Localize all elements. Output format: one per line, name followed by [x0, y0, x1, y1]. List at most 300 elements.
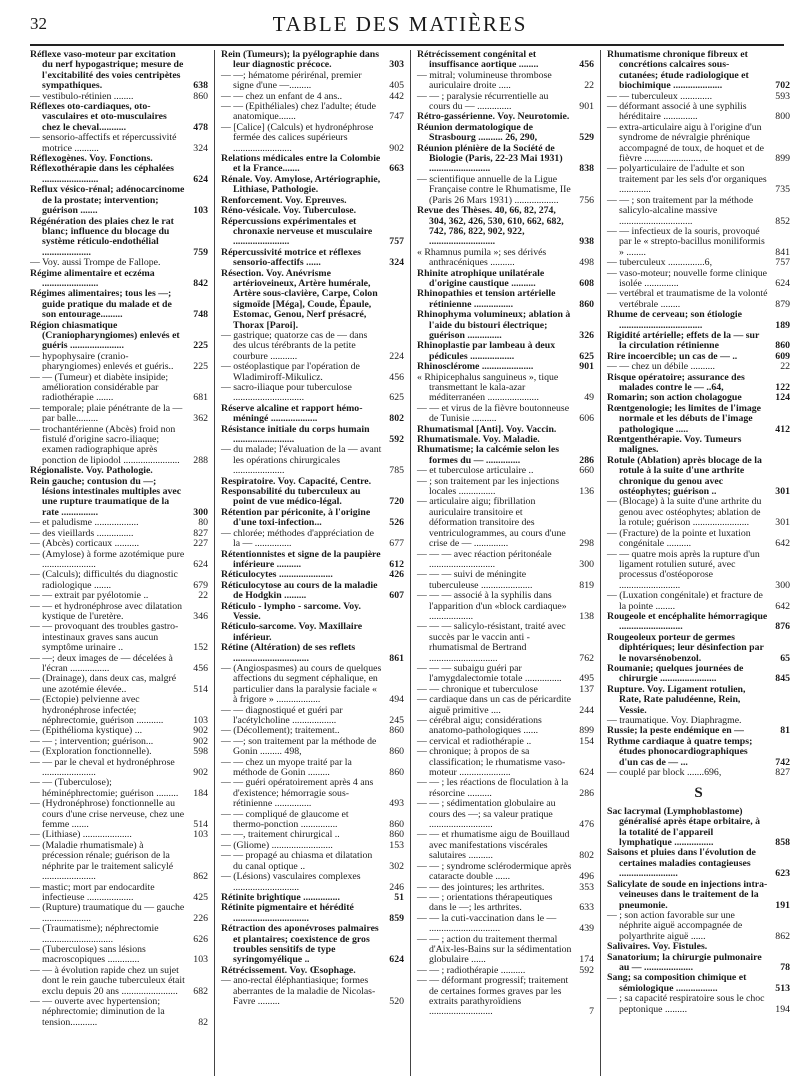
entry-page-ref: 353 — [579, 881, 594, 893]
entry-text: — — guéri opératoirement après 4 ans d'existence; hémorragie sous-rétinienne ............... — [221, 777, 374, 810]
index-entry — [607, 664, 790, 685]
index-entry — [417, 497, 594, 549]
entry-text: — polyarticulaire de l'adulte et son traitement par les sels d'or organiques ............. — [607, 163, 767, 196]
entry-page-ref: 300 — [193, 506, 208, 518]
entry-text: Région chiasmatique (Craniopharyngiomes) enlevés et guéris ...................... — [30, 319, 180, 352]
entry-text: Responsabilité du tuberculeux au point de vue médico-légal. — [221, 486, 361, 508]
index-entry — [30, 758, 208, 779]
entry-text: — — à évolution rapide chez un sujet dont le rein gauche tuberculeux était exclu depuis 20 ans ....................... — [30, 964, 185, 997]
entry-page-ref: 300 — [579, 558, 594, 570]
entry-page-ref: 301 — [775, 517, 790, 529]
index-column-3 — [410, 50, 600, 1076]
index-entry — [30, 997, 208, 1028]
entry-page-ref: 938 — [579, 236, 594, 248]
entry-page-ref: 612 — [389, 558, 404, 570]
entry-text: — traumatique. Voy. Diaphragme. — [607, 715, 742, 726]
index-entry — [30, 778, 208, 799]
index-entry — [30, 269, 208, 290]
entry-page-ref: 456 — [193, 662, 208, 674]
entry-text: Rhinopathies et tension artérielle rétinienne ................ — [417, 288, 556, 310]
index-entry — [30, 883, 208, 904]
entry-text: — gastrique; quatorze cas de — dans des ulcus térébrants de la petite courbure ........... — [221, 329, 368, 362]
entry-page-ref: 514 — [193, 819, 208, 831]
entry-text: — — — avec réaction péritonéale ........................... — [417, 548, 552, 570]
entry-text: — — ; action du traitement thermal d'Aix-les-Bains sur la sédimentation globulaire ...... — [417, 933, 572, 966]
index-entry — [221, 550, 404, 571]
entry-page-ref: 859 — [389, 912, 404, 924]
entry-text: — — chez un myope traité par la méthode de Gonin ......... — [221, 756, 352, 779]
index-entry — [417, 248, 594, 269]
entry-text: — — quatre mois après la rupture d'un ligament rotulien suturé, avec processus d'ostéoporose ......................... — [607, 548, 760, 591]
index-entry — [417, 144, 594, 175]
index-entry — [417, 778, 594, 799]
entry-text: — — ; sédimentation globulaire au cours des —; sa valeur pratique .......................... — [417, 798, 556, 831]
entry-text: — — infectieux de la souris, provoqué par le « strepto-bacillus moniliformis » ........ — [607, 225, 765, 258]
entry-text: Rétention par périconite, à l'origine d'une toxi-infection... — [221, 506, 371, 529]
entry-text: — (Abcès) corticaux .......... — [30, 538, 140, 550]
index-entry — [221, 175, 404, 196]
entry-page-ref: 138 — [579, 610, 594, 622]
entry-text: Rougeoleux porteur de germes diphtériques; leur désinfection par le novarsénobenzol. — [607, 631, 764, 664]
index-entry — [607, 685, 790, 716]
entry-page-ref: 300 — [775, 579, 790, 591]
entry-text: — — chez un débile .......... — [607, 361, 716, 373]
entry-page-ref: 759 — [193, 246, 208, 258]
entry-text: — — et rhumatisme aigu de Bouillaud avec manifestations viscérales salutaires .......... — [417, 829, 570, 862]
entry-text: — vestibulo-rétinien ........ — [30, 90, 134, 102]
entry-page-ref: 735 — [775, 184, 790, 196]
entry-text: — cérébral aigu; considérations anatomo-pathologiques ...... — [417, 715, 542, 737]
index-entry — [30, 945, 208, 966]
entry-text: — et paludisme .................. — [30, 517, 139, 529]
entry-text: — (Gliome) ......................... — [221, 839, 333, 851]
entry-page-ref: 902 — [193, 735, 208, 747]
entry-page-ref: 103 — [193, 715, 208, 726]
entry-text: — — chez un enfant de 4 ans.. — [221, 90, 343, 102]
entry-text: Réunion dermatologique de Strasbourg .......... 26, 290, — [417, 121, 538, 144]
entry-text: Roumanie; quelques journées de chirurgie ....................... — [607, 662, 744, 685]
entry-text: Rhume de cerveau; son étiologie .................................. — [607, 309, 742, 331]
index-entry — [221, 664, 404, 706]
entry-text: — — et hydronéphrose avec dilatation kystique de l'uretère. — [30, 600, 183, 622]
index-entry — [417, 622, 594, 664]
entry-page-ref: 901 — [579, 361, 594, 373]
entry-text: — Voy. aussi Trompe de Fallope. — [30, 257, 161, 269]
entry-page-ref: 592 — [389, 434, 404, 446]
entry-text: Rétine (Altération) de ses reflets ............................... — [221, 642, 356, 664]
entry-text: — — ; paralysie récurrentielle au cours du — .............. — [417, 90, 549, 113]
index-entry — [417, 935, 594, 966]
entry-page-ref: 226 — [193, 912, 208, 924]
entry-page-ref: 598 — [193, 746, 208, 758]
entry-page-ref: 324 — [389, 257, 404, 269]
index-entry — [607, 994, 790, 1015]
index-entry — [417, 206, 594, 248]
entry-page-ref: 756 — [579, 194, 594, 206]
index-entry — [221, 123, 404, 154]
entry-text: — (Ectopie) pelvienne avec hydronéphrose infectée; néphrectomie, guérison ........... — [30, 694, 164, 726]
entry-text: — chronique; à propos de sa classification; le rhumatisme vaso-moteur ..................... — [417, 746, 566, 779]
entry-text: — — — subaigu guéri par l'amygdalectomie totale ............... — [417, 662, 562, 685]
entry-page-ref: 326 — [579, 329, 594, 341]
entry-text: — —; hématome périrénal, premier signe d'une —......... — [221, 69, 362, 92]
entry-page-ref: 495 — [579, 673, 594, 685]
entry-text: Rénale. Voy. Amylose, Artériographie, Lithiase, Pathologie. — [221, 173, 381, 196]
entry-page-ref: 122 — [775, 382, 790, 393]
entry-page-ref: 439 — [579, 923, 594, 935]
entry-text: — ; son action favorable sur une néphrite aiguë accompagnée de polyarthrite aiguë ...... — [607, 909, 743, 942]
entry-page-ref: 902 — [193, 767, 208, 779]
index-entry — [417, 404, 594, 425]
index-entry — [221, 508, 404, 529]
index-entry — [221, 778, 404, 809]
entry-text: Réticulo-sarcome. Voy. Maxillaire inférieur. — [221, 621, 363, 643]
entry-text: Rhinite atrophique unilatérale d'origine caustique .......... — [417, 267, 545, 289]
index-entry — [417, 550, 594, 571]
entry-page-ref: 862 — [193, 871, 208, 883]
entry-page-ref: 842 — [193, 277, 208, 289]
entry-text: Réno-vésicale. Voy. Tuberculose. — [221, 205, 357, 217]
entry-page-ref: 476 — [579, 819, 594, 831]
entry-text: — — par le cheval et hydronéphrose ...................... — [30, 756, 175, 779]
entry-page-ref: 286 — [579, 787, 594, 799]
entry-page-ref: 456 — [579, 59, 594, 71]
entry-text: — (Amylose) à forme azotémique pure ...................... — [30, 548, 185, 570]
index-entry — [30, 102, 208, 133]
index-entry — [417, 893, 594, 914]
index-entry — [221, 487, 404, 508]
entry-page-ref: 720 — [389, 496, 404, 508]
entry-text: — — ; orientations thérapeutiques dans le —; les arthrites. — [417, 891, 553, 914]
entry-page-ref: 80 — [198, 517, 208, 529]
index-entry — [607, 164, 790, 195]
entry-page-ref: 899 — [579, 725, 594, 737]
entry-text: Réticulocytose au cours de la maladie de Hodgkin ......... — [221, 579, 378, 602]
entry-text: — [Calice] (Calculs) et hydronéphrose fermée des calices supérieurs ........................ — [221, 121, 374, 154]
index-entry — [30, 217, 208, 259]
entry-text: — — déformant progressif; traitement de certaines formes graves par les extraits parathyroïdiens .......................... — [417, 975, 569, 1018]
entry-text: — ; sa capacité respiratoire sous le choc peptonique ......... — [607, 993, 765, 1015]
entry-page-ref: 103 — [193, 205, 208, 217]
index-entry — [607, 435, 790, 456]
entry-page-ref: 642 — [775, 600, 790, 612]
entry-text: — vertébral et traumatisme de la volonté vertébrale ........ — [607, 288, 768, 310]
entry-text: — trochantérienne (Abcès) froid non fistulé d'origine sacro-iliaque; examen radiographique après ponction de lipiodol ....................... — [30, 423, 180, 466]
entry-text: Réunion plénière de la Société de Biologie (Paris, 22-23 Mai 1931) ......................... — [417, 142, 563, 175]
entry-text: Sac lacrymal (Lymphoblastome) généralisé après étape orbitaire, à la totalité de l'appareil lymphatique ................ — [607, 805, 761, 849]
index-entry — [417, 570, 594, 591]
entry-page-ref: 103 — [193, 954, 208, 966]
entry-page-ref: 7 — [589, 1006, 594, 1018]
entry-text: — — — suivi de méningite tuberculeuse ..................... — [417, 569, 533, 591]
index-entry — [221, 737, 404, 758]
entry-text: Régimes alimentaires; tous les —; guide pratique du malade et de son entourage......... — [30, 288, 172, 321]
index-entry — [30, 50, 208, 92]
entry-page-ref: 861 — [389, 652, 404, 664]
entry-page-ref: 301 — [775, 486, 790, 498]
entry-page-ref: 827 — [193, 527, 208, 539]
index-entry — [221, 71, 404, 92]
entry-page-ref: 225 — [193, 361, 208, 373]
index-entry — [30, 425, 208, 467]
entry-page-ref: 288 — [193, 454, 208, 466]
entry-text: — — et virus de la fièvre boutonneuse de Tunisie .......... — [417, 402, 570, 425]
entry-page-ref: 819 — [579, 579, 594, 591]
entry-page-ref: 633 — [579, 902, 594, 914]
index-entry — [221, 217, 404, 248]
entry-page-ref: 748 — [193, 309, 208, 321]
entry-page-ref: 65 — [780, 652, 790, 664]
entry-text: — — propagé au chiasma et dilatation du canal optique .. — [221, 850, 373, 872]
entry-text: — — ; son traitement par la méthode salicylo-alcaline massive .............................. — [607, 194, 754, 227]
entry-text: Salivaires. Voy. Fistules. — [607, 941, 708, 953]
entry-page-ref: 225 — [193, 340, 208, 352]
entry-page-ref: 681 — [193, 392, 208, 404]
entry-page-ref: 103 — [193, 829, 208, 841]
entry-page-ref: 227 — [193, 538, 208, 550]
entry-page-ref: 405 — [389, 80, 404, 92]
entry-text: Rhumatismale. Voy. Maladie. — [417, 434, 540, 446]
index-entry — [30, 477, 208, 519]
entry-page-ref: 663 — [389, 163, 404, 175]
entry-page-ref: 298 — [579, 538, 594, 550]
index-entry — [607, 633, 790, 664]
entry-text: — cervical et radiothérapie .. — [417, 735, 532, 747]
entry-text: « Rhamnus pumila »; ses dérivés anthracéniques .......... — [417, 246, 547, 269]
entry-text: — tuberculeux ...............6, — [607, 257, 713, 269]
entry-text: Rigidité artérielle; effets de la — sur la circulation rétinienne — [607, 329, 760, 352]
index-entry — [417, 976, 594, 1018]
index-entry — [221, 903, 404, 924]
entry-page-ref: 22 — [780, 361, 790, 373]
entry-text: — ostéoplastique par l'opération de Wladimiroff-Mikulicz. — [221, 361, 360, 383]
index-entry — [607, 196, 790, 227]
index-entry — [30, 404, 208, 425]
index-column-1 — [30, 50, 214, 1076]
index-entry — [30, 570, 208, 591]
entry-page-ref: 498 — [579, 257, 594, 269]
entry-page-ref: 493 — [389, 798, 404, 810]
entry-text: — temporale; plaie pénétrante de la — par balle......... — [30, 402, 183, 425]
index-entry — [607, 373, 790, 394]
entry-text: — (Lésions) vasculaires complexes ........................... — [221, 871, 361, 893]
entry-text: — articulaire aigu; fibrillation auriculaire transitoire et déformation transitoire des ventriculogrammes, au cours d'une crise de — .............. — [417, 496, 566, 550]
entry-text: Réflexe vaso-moteur par excitation du nerf hypogastrique; mesure de l'excitabilité des voies centripètes sympathiques. — [30, 50, 184, 92]
entry-text: « Rhipicephalus sanguineus », tique transmettant le kala-azar méditerranéen ..................... — [417, 371, 559, 404]
index-entry — [607, 848, 790, 879]
entry-page-ref: 191 — [775, 899, 790, 911]
entry-page-ref: 302 — [389, 860, 404, 872]
entry-page-ref: 496 — [579, 871, 594, 883]
entry-page-ref: 426 — [389, 569, 404, 581]
entry-page-ref: 742 — [775, 756, 790, 768]
page-number: 32 — [30, 14, 47, 33]
entry-page-ref: 154 — [579, 735, 594, 747]
index-entry — [607, 269, 790, 290]
index-entry — [30, 654, 208, 675]
entry-page-ref: 623 — [775, 868, 790, 880]
entry-text: Rhumatisme; la calcémie selon les formes du — .............. — [417, 444, 560, 466]
entry-text: — cardiaque dans un cas de péricardite aiguë primitive .... — [417, 694, 571, 716]
index-entry — [607, 973, 790, 994]
index-entry — [607, 612, 790, 633]
index-entry — [221, 425, 404, 446]
entry-text: — —; deux images de — décelées à l'écran ................ — [30, 652, 173, 674]
index-entry — [607, 529, 790, 550]
entry-page-ref: 286 — [579, 454, 594, 466]
index-entry — [30, 903, 208, 924]
index-entry — [607, 737, 790, 768]
index-entry — [221, 445, 404, 476]
entry-page-ref: 456 — [389, 371, 404, 383]
entry-text: Renforcement. Voy. Epreuves. — [221, 194, 347, 206]
entry-page-ref: 860 — [389, 767, 404, 779]
entry-text: — — compliqué de glaucome et thermo-ponction ............... — [221, 808, 349, 831]
entry-text: — (Calculs); difficultés du diagnostic radiologique ....... — [30, 569, 178, 591]
entry-page-ref: 858 — [775, 837, 790, 849]
entry-page-ref: 845 — [775, 673, 790, 685]
entry-page-ref: 785 — [389, 465, 404, 477]
entry-text: Résistance initiale du corps humain ......................... — [221, 423, 370, 446]
index-entry — [607, 497, 790, 528]
entry-page-ref: 860 — [389, 725, 404, 737]
entry-page-ref: 624 — [193, 558, 208, 570]
entry-page-ref: 412 — [775, 423, 790, 435]
entry-page-ref: 153 — [389, 839, 404, 851]
index-entry — [607, 456, 790, 498]
entry-text: — couplé par block .......696, — [607, 767, 722, 779]
entry-text: — (Exploration fonctionnelle). — [30, 746, 152, 758]
entry-text: Rein (Tumeurs); la pyélographie dans leur diagnostic précoce. — [221, 50, 380, 71]
entry-text: Respiratoire. Voy. Capacité, Centre. — [221, 475, 372, 487]
entry-page-ref: 607 — [389, 590, 404, 602]
entry-text: — — tuberculeux ............. — [607, 90, 713, 102]
entry-text: — —, traitement chirurgical .. — [221, 829, 340, 841]
entry-page-ref: 224 — [389, 350, 404, 362]
entry-text: — (Lithiase) .................... — [30, 829, 132, 841]
entry-page-ref: 660 — [579, 465, 594, 477]
index-entry — [417, 716, 594, 737]
index-entry — [417, 477, 594, 498]
index-entry — [30, 799, 208, 830]
entry-text: — — ; les réactions de floculation à la résorcine .......... — [417, 777, 569, 799]
entry-text: — (Blocage) à la suite d'une arthrite du genou avec ostéophytes; ablation de la rotule; guérison ....................... — [607, 496, 762, 529]
entry-page-ref: 174 — [579, 954, 594, 966]
entry-text: — (Epithélioma kystique) ... — [30, 725, 143, 737]
entry-text: — — — salicylo-résistant, traité avec succès par le vaccin anti - rhumatismal de Bertrand ............................ — [417, 621, 566, 664]
entry-text: — sensorio-affectifs et répercussivité motrice .......... — [30, 132, 177, 154]
entry-text: — (Drainage), dans deux cas, malgré une azotémie élevée.. — [30, 673, 177, 695]
index-entry — [30, 185, 208, 216]
section-letter: S — [694, 785, 703, 802]
entry-text: — et tuberculose articulaire .. — [417, 465, 534, 477]
entry-page-ref: 862 — [775, 930, 790, 942]
index-entry — [221, 102, 404, 123]
entry-page-ref: 529 — [579, 132, 594, 144]
entry-text: Réserve alcaline et rapport hémo-méningé ................... — [221, 402, 363, 425]
entry-page-ref: 802 — [389, 413, 404, 425]
index-entry — [607, 953, 790, 974]
entry-text: — mastic; mort par endocardite infectieuse ................... — [30, 881, 155, 903]
index-entry — [221, 851, 404, 872]
entry-text: Réticulocytes ...................... — [221, 569, 333, 581]
entry-page-ref: 324 — [193, 142, 208, 154]
page-title: TABLE DES MATIÈRES — [272, 12, 528, 36]
entry-page-ref: 137 — [579, 683, 594, 695]
entry-text: — — la cuti-vaccination dans le — ............................. — [417, 912, 557, 935]
entry-text: Réticulo - lympho - sarcome. Voy. Vessie. — [221, 600, 361, 622]
index-entry — [221, 622, 404, 643]
index-entry — [221, 706, 404, 727]
index-entry — [417, 175, 594, 206]
entry-text: — (Fracture) de la pointe et luxation congénitale .......... — [607, 527, 751, 550]
index-entry — [607, 227, 790, 258]
entry-page-ref: 642 — [775, 538, 790, 550]
entry-page-ref: 592 — [579, 964, 594, 976]
entry-text: Réflexogènes. Voy. Fonctions. — [30, 153, 153, 165]
entry-page-ref: 245 — [389, 715, 404, 726]
index-entry — [417, 591, 594, 622]
index-entry — [417, 341, 594, 362]
entry-page-ref: 852 — [775, 215, 790, 227]
index-entry — [221, 872, 404, 893]
entry-page-ref: 682 — [193, 985, 208, 997]
entry-text: — sacro-iliaque pour tuberculose ............................. — [221, 382, 352, 404]
index-entry — [30, 321, 208, 352]
index-entry — [417, 123, 594, 144]
entry-text: Rétrécissement congénital et insuffisance aortique ........ — [417, 50, 539, 71]
entry-page-ref: 494 — [389, 694, 404, 706]
entry-page-ref: 860 — [775, 340, 790, 352]
entry-page-ref: 860 — [389, 746, 404, 758]
index-entry — [607, 289, 790, 310]
index-entry — [30, 289, 208, 320]
index-entry — [417, 373, 594, 404]
entry-page-ref: 902 — [193, 725, 208, 737]
entry-page-ref: 762 — [579, 652, 594, 664]
entry-text: — chlorée; méthodes d'appréciation de la — ............... — [221, 527, 375, 550]
entry-page-ref: 81 — [780, 725, 790, 737]
entry-text: — (Angiospasmes) au cours de quelques affections du segment céphalique, en particulier dans la paralysie faciale « à frigore » .................. — [221, 662, 382, 706]
index-entry — [417, 445, 594, 466]
entry-page-ref: 625 — [579, 350, 594, 362]
index-entry — [417, 50, 594, 71]
index-entry — [417, 269, 594, 290]
entry-text: Rétinite pigmentaire et hérédité ............................... — [221, 902, 354, 924]
entry-page-ref: 513 — [775, 982, 790, 994]
index-entry — [221, 50, 404, 71]
entry-text: Rhinoplastie par lambeau à deux pédicules .................. — [417, 340, 556, 362]
entry-text: — — ouverte avec hypertension; néphrectomie; diminution de la tension........... — [30, 995, 165, 1028]
index-entry — [221, 581, 404, 602]
entry-page-ref: 838 — [579, 163, 594, 175]
index-entry — [30, 841, 208, 883]
index-entry — [221, 331, 404, 362]
entry-text: — — (Tuberculose); héminéphrectomie; guérison ......... — [30, 777, 179, 799]
entry-text: — (Tuberculose) sans lésions macroscopiques ............. — [30, 943, 146, 966]
entry-page-ref: 442 — [389, 90, 404, 102]
entry-text: — hypophysaire (cranio-pharyngiomes) enlevés et guéris.. — [30, 350, 174, 373]
entry-text: — — ; syndrome sclérodermique après cataracte double ...... — [417, 860, 572, 883]
entry-page-ref: 901 — [579, 101, 594, 113]
entry-text: Rœntgenthérapie. Voy. Tumeurs malignes. — [607, 434, 742, 456]
entry-text: — — (Tumeur) et diabète insipide; amélioration considérable par radiothérapie ....... — [30, 371, 169, 404]
index-columns — [30, 50, 790, 1076]
entry-page-ref: 425 — [193, 891, 208, 903]
index-entry — [607, 550, 790, 592]
entry-text: — (Décollement); traitement.. — [221, 725, 340, 737]
entry-text: — — extrait par pyélotomie .. — [30, 590, 149, 602]
